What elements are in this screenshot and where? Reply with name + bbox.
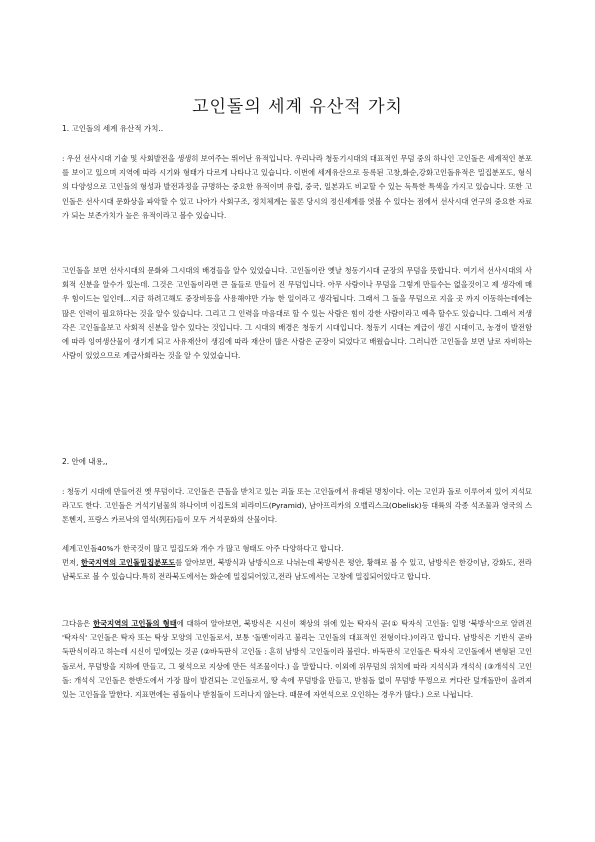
paragraph-5	[62, 556, 532, 584]
paragraph-1: : 우선 선사시대 기술 및 사회발전을 생생히 보여주는 뛰어난 유적입니다. 우리나라 청동기시대의 대표적인 무덤 중의 하나인 고인돌은 세계적인 분포를 보이고 있으며 지역에 따라 시기와 형태가 다르게 나타나고 있습니다. 이번에 세계유산으로 등록된 고창,화순,강화고인돌유적은 밀집분포도, 형식의 다양성으로 고인돌의 형성과 발전과정을 규명하는 중요한 유적이며 유럽, 중국, 일본과도 비교할 수 있는 독특한 특색을 가지고 있습니다. 또한 고인돌은 선사시대 문화상을 파악할 수 있고 나아가 사회구조, 정치체계는 물론 당시의 정신세계를 엿볼 수 있다는 점에서 선사시대 연구의 중요한 자료가 되는 보존가치가 높은 유적이라고 볼수 있습니다.	[62, 154, 532, 220]
paragraph-5-body: 를 알아보면, 북방식과 남방식으로 나뉘는데 북방식은 평안, 황해로 볼 수 있고, 남방식은 한강이남, 강화도, 전라남북도로 볼 수 있습니다.특히 전라북도에서는 화순에 밀집되어있고,전라 남도에서는 고창에 밀집되어있다고 합니다.	[62, 558, 532, 582]
section-heading-2: 2. 안에 내용,,	[62, 457, 108, 466]
paragraph-3: : 청동기 시대에 만들어진 옛 무덤이다. 고인돌은 큰돌을 받치고 있는 괴돌 또는 고인돌에서 유래된 명칭이다. 이는 고인과 돌로 이루어져 있어 지석묘라고도 한다. 고인돌은 거석기념물의 하나이며 이집트의 피라미드(Pyramid), 남아프리카의 오벨리스크(Obelisk)등 대륙의 각종 석조물과 영국의 스톤헨지, 프랑스 카르낙의 열석(列石)들이 모두 거석문화의 산물이다.	[62, 487, 532, 525]
paragraph-4: 세계고인돌40%가 한국것이 많고 밀집도와 개수 가 많고 형태도 아주 다양하다고 합니다.	[62, 544, 344, 553]
paragraph-6-emphasis: 한국지역의 고인돌의 형태	[93, 619, 177, 628]
page-title: 고인돌의 세계 유산적 가치	[192, 97, 403, 117]
paragraph-2: 고인돌을 보면 선사시대의 문화와 그시대의 배경들을 알수 있었습니다. 고인돌이란 옛날 청동기시대 군장의 무덤을 뜻합니다. 여기서 선사시대의 사회적 신분을 알수가 있는데. 그것은 고인돌이라면 큰 돌들로 만들어 진 무덤입니다. 아무 사람이나 무덤을 그렇게 만들수는 없을것이고 제 생각에 매우 힘이드는 일인데...지금 하려고해도 중장비등을 사용해야만 가능 한 일이라고 생각됩니다. 그래서 그 돌을 무덤으로 지을 곳 까지 이동하는데에는 많은 인력이 필요하다는 것을 알수 있습니다. 그리고 그 인력을 마음대로 할 수 있는 사람은 힘이 강한 사람이라고 예측 할수도 있습니다. 그래서 저생각은 고인돌을보고 사회적 신분을 알수 있다는 것입니다. 그 시대의 배경은 청동기 시대입니다. 청동기 시대는 계급이 생긴 시대이고, 농경이 발전함에 따라 잉여생산물이 생기게 되고 사유재산이 생김에 따라 재산이 많은 사람은 군장이 되었다고 배웠습니다. 그러니깐 고인돌을 보면 날로 자비하는 사람이 있었으므로 계급사회라는 것을 알 수 있었습니다.	[62, 266, 532, 361]
paragraph-6-lead: 그다음은	[62, 619, 94, 628]
paragraph-6-body: 에 대하여 알아보면, 북방식은 시신이 책상의 위에 있는 탁자식 곧(① 탁자식 고인돌: 일명 '북방식'으로 알려진 '탁자식' 고인돌은 탁자 또는 탁상 모양의 고인돌로서, 보통 '돌멘'이라고 불리는 고인돌의 대표적인 전형이다.)이라고 합니다. 남방식은 기반식 곧바둑판식이라고 하는데 시신이 밑에있는 것곧 (②바둑판식 고인돌 : 흔히 남방식 고인돌이라 불린다. 바둑판식 고인돌은 탁자식 고인돌에서 변형된 고인돌로서, 무덤방을 지하에 만들고, 그 윗석으로 지상에 만든 석조물이다.) 을 말합니다. 이외에 위무덤의 위치에 따라 지석식과 개석식 (③개석식 고인돌: 개석식 고인돌은 한반도에서 가장 많이 발견되는 고인돌로서, 땅 속에 무덤방을 만들고, 받침돌 없이 무덤방 뚜껑으로 커다란 덮개돌만이 올려져있는 고인돌을 말한다. 지표면에는 굄돌이나 받침돌이 드러나지 않는다. 때문에 자연석으로 오인하는 경우가 많다.) 으로 나뉩니다.	[62, 619, 532, 700]
paragraph-5-emphasis: 한국지역의 고인돌밀집분포도	[80, 558, 176, 567]
paragraph-5-lead: 먼저,	[62, 558, 81, 567]
paragraph-6	[62, 617, 532, 702]
section-heading-1: 1. 고인돌의 세계 유산적 가치..	[62, 124, 164, 133]
